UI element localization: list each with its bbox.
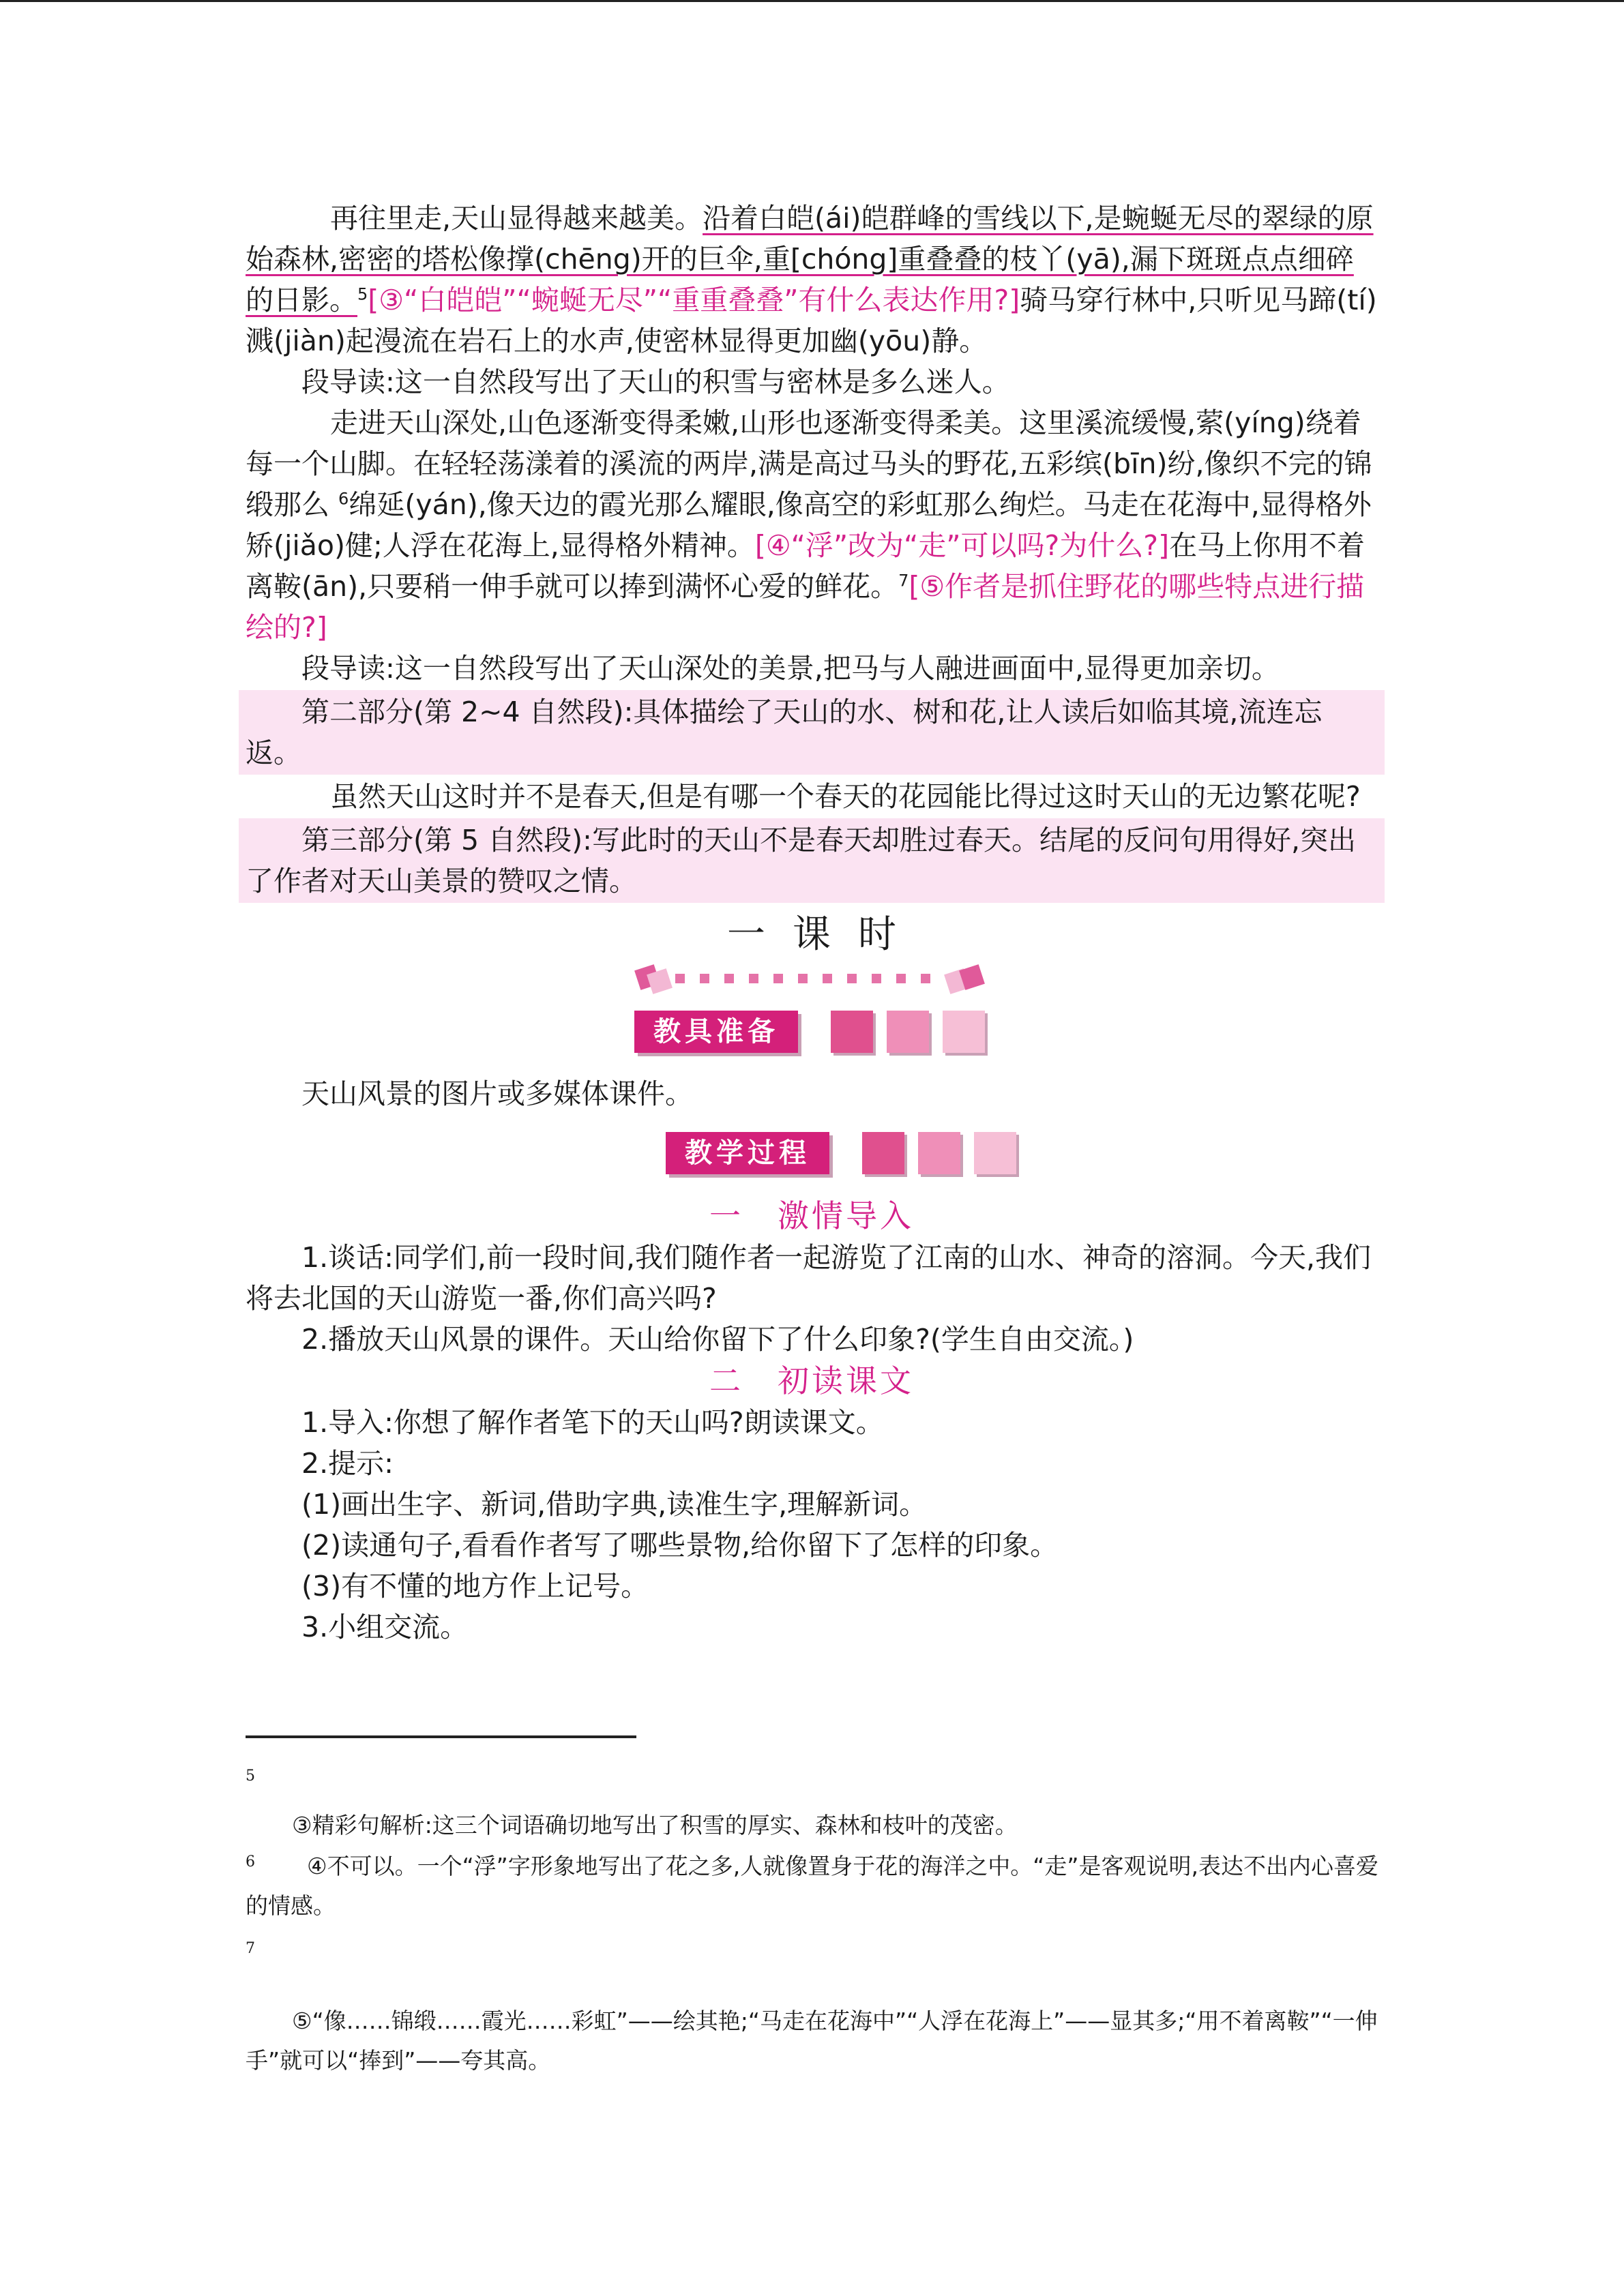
footnote-divider	[246, 1735, 636, 1738]
section-title-1: 一 激情导入	[709, 1197, 914, 1234]
part2-summary: 第二部分(第 2~4 自然段):具体描绘了天山的水、树和花,让人读后如临其境,流连忘返。	[239, 690, 1385, 775]
banner-label: 教具准备	[634, 1011, 798, 1053]
part3-summary: 第三部分(第 5 自然段):写此时的天山不是春天却胜过春天。结尾的反问句用得好,突出了作者对天山美景的赞叹之情。	[239, 818, 1385, 903]
step-1-1: 1.谈话:同学们,前一段时间,我们随作者一起游览了江南的山水、神奇的溶洞。今天,我们将去北国的天山游览一番,你们高兴吗?	[246, 1241, 1372, 1315]
banner-block	[862, 1132, 904, 1174]
deco-dot	[823, 974, 832, 983]
lesson-title-decoration	[641, 959, 982, 993]
guide-1: 段导读:这一自然段写出了天山的积雪与密林是多么迷人。	[301, 366, 1010, 398]
step-2-5: (3)有不懂的地方作上记号。	[301, 1570, 649, 1602]
step-2-4: (2)读通句子,看看作者写了哪些景物,给你留下了怎样的印象。	[301, 1529, 1059, 1562]
para1-tail: 骑马穿行林中,只听见马蹄(tí)溅(jiàn)起漫流在岩石上的水声,使密林显得更加幽(yōu)静。	[246, 284, 1377, 357]
deco-dot	[675, 974, 685, 983]
deco-dot	[872, 974, 881, 983]
deco-dot	[921, 974, 930, 983]
banner-block	[831, 1011, 873, 1053]
deco-dot	[773, 974, 783, 983]
footnote-ref-7: 7	[898, 571, 909, 591]
section-title-2: 二 初读课文	[709, 1362, 914, 1399]
footnote-ref-6: 6	[338, 489, 349, 509]
lesson-title: 一课时	[727, 912, 924, 957]
para2-a: 走进天山深处,山色逐渐变得柔嫩,山形也逐渐变得柔美。这里溪流缓慢,萦(yíng)绕着每一个山脚。在轻轻荡漾着的溪流的两岸,满是高过马头的野花,五彩缤(bīn)纷,像织不完的锦缎那么	[246, 406, 1372, 521]
deco-dot	[724, 974, 734, 983]
banner-label: 教学过程	[666, 1132, 829, 1174]
step-2-3: (1)画出生字、新词,借助字典,读准生字,理解新词。	[301, 1488, 928, 1521]
banner-teaching-process	[246, 1124, 1378, 1185]
para1-underlined: 沿着白皑(ái)皑群峰的雪线以下,是蜿蜒无尽的翠绿的原始森林,密密的塔松像撑(chēng)开的巨伞,重[chóng]重叠叠的枝丫(yā),漏下斑斑点点细碎的日影。	[246, 202, 1374, 316]
deco-dot	[847, 974, 857, 983]
deco-dot	[896, 974, 906, 983]
question-5: [⑤作者是抓住野花的哪些特点进行描绘的?]	[246, 570, 1365, 644]
banner-block	[887, 1011, 929, 1053]
step-2-1: 1.导入:你想了解作者笔下的天山吗?朗读课文。	[301, 1406, 884, 1439]
step-2-6: 3.小组交流。	[301, 1611, 469, 1643]
footnote-ref-5: 5	[357, 284, 368, 304]
footnote-7: ⑤“像……锦缎……霞光……彩虹”——绘其艳;“马走在花海中”“人浮在花海上”——显其多;“用不着离鞍”“一伸手”就可以“捧到”——夸其高。	[246, 2008, 1378, 2074]
question-4: [④“浮”改为“走”可以吗?为什么?]	[754, 529, 1170, 562]
step-2-2: 2.提示:	[301, 1447, 394, 1480]
banner-block	[918, 1132, 960, 1174]
banner-block	[943, 1011, 985, 1053]
paragraph-forest	[246, 198, 1378, 361]
prep-text: 天山风景的图片或多媒体课件。	[301, 1077, 693, 1110]
page-body	[246, 198, 1378, 1648]
top-border	[0, 0, 1624, 2]
footnote-number-5: 5	[246, 1768, 255, 1785]
footnote-number-6: 6	[246, 1853, 255, 1870]
deco-dot	[700, 974, 709, 983]
deco-dot	[749, 974, 758, 983]
footnote-5: ③精彩句解析:这三个词语确切地写出了积雪的厚实、森林和枝叶的茂密。	[292, 1812, 1018, 1838]
banner-block	[974, 1132, 1016, 1174]
question-3: [③“白皑皑”“蜿蜒无尽”“重重叠叠”有什么表达作用?]	[368, 284, 1020, 316]
footnote-number-7: 7	[246, 1940, 255, 1957]
para1-lead: 再往里走,天山显得越来越美。	[330, 202, 703, 235]
paragraph-flowers	[246, 402, 1378, 648]
deco-dot	[798, 974, 808, 983]
banner-teaching-tools	[246, 1002, 1378, 1064]
step-1-2: 2.播放天山风景的课件。天山给你留下了什么印象?(学生自由交流。)	[301, 1323, 1134, 1356]
guide-2: 段导读:这一自然段写出了天山深处的美景,把马与人融进画面中,显得更加亲切。	[301, 652, 1280, 685]
footnote-6: ④不可以。一个“浮”字形象地写出了花之多,人就像置身于花的海洋之中。“走”是客观说明,表达不出内心喜爱的情感。	[246, 1853, 1378, 1919]
para2-b: 绵延(yán),像天边的霞光那么耀眼,像高空的彩虹那么绚烂。马走在花海中,显得格外矫(jiǎo)健;人浮在花海上,显得格外精神。	[246, 488, 1372, 562]
para2-c: 在马上你用不着离鞍(ān),只要稍一伸手就可以捧到满怀心爱的鲜花。	[246, 529, 1365, 603]
paragraph-spring: 虽然天山这时并不是春天,但是有哪一个春天的花园能比得过这时天山的无边繁花呢?	[330, 780, 1361, 813]
